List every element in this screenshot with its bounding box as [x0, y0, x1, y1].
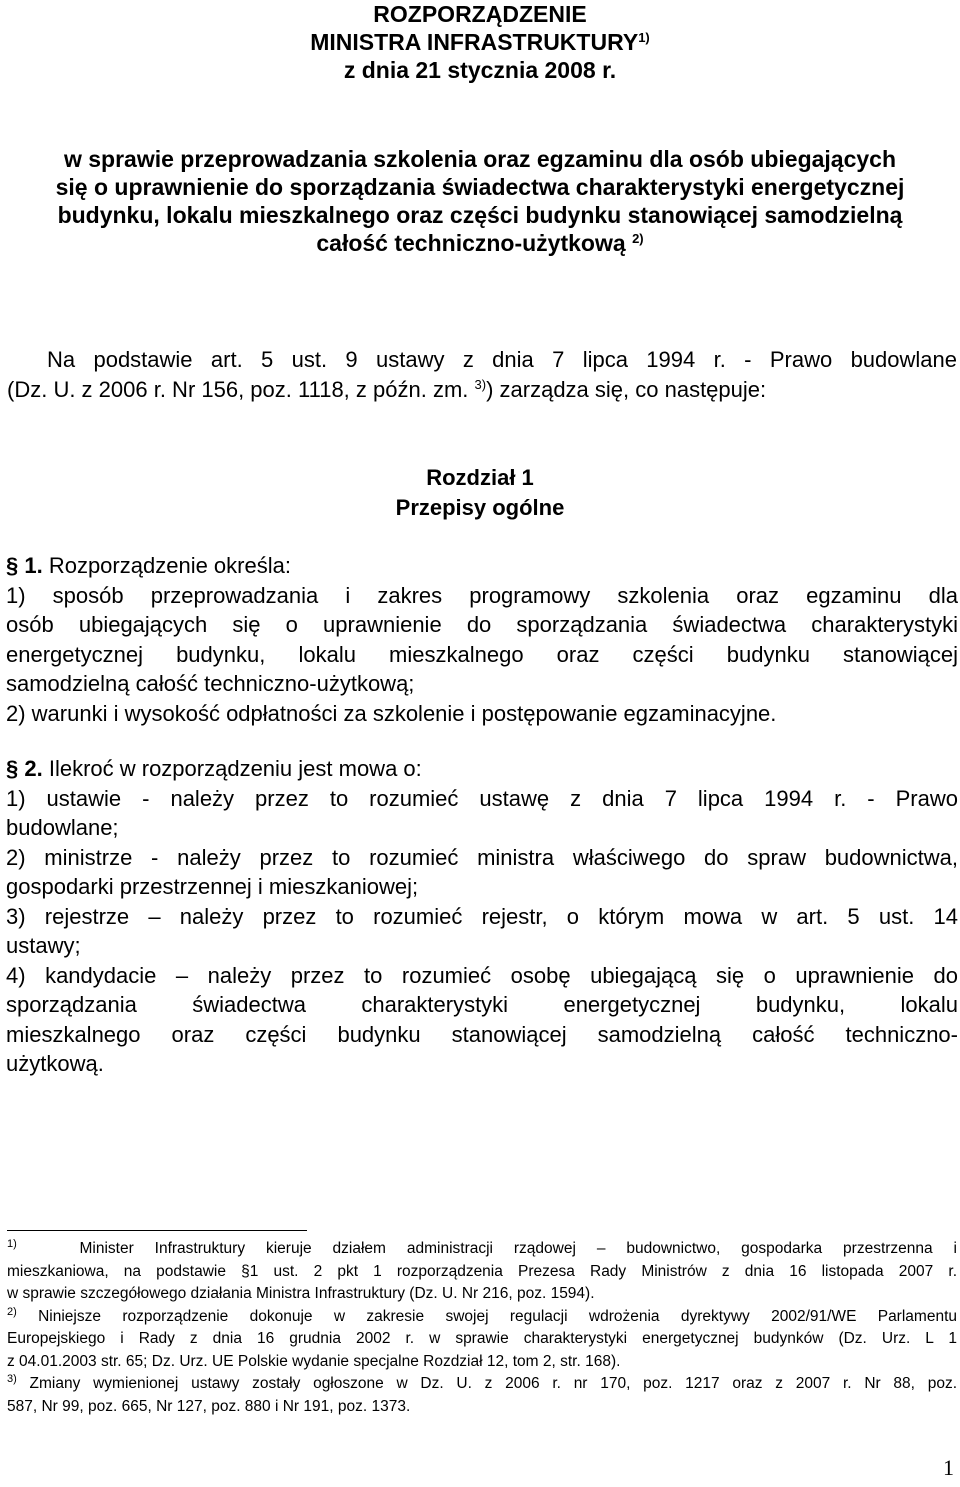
act-type: ROZPORZĄDZENIE [373, 1, 587, 27]
legal-basis: Na podstawie art. 5 ust. 9 ustawy z dnia 7 lipca 1994 r. - Prawo budowlane (Dz. U. z 2006 r. Nr 156, poz. 1118, z późn. zm. $^{3)}$) zarządza się, co następuje: [7, 347, 957, 402]
list-item: 2) ministrze - należy przez to rozumieć ministra właściwego do spraw budownictwa, [6, 844, 958, 870]
issuing-authority: MINISTRA INFRASTRUKTURY$^{1)}$ [310, 29, 650, 55]
list-item: 1) sposób przeprowadzania i zakres programowy szkolenia oraz egzaminu dla [6, 582, 958, 608]
footnote-1: $^{1)}$ Minister Infrastruktury kieruje działem administracji rządowej – budownictwo, gospodarka przestrzenna i [7, 1238, 957, 1257]
footnote-separator [7, 1230, 307, 1231]
list-item: 2) warunki i wysokość odpłatności za szkolenie i postępowanie egzaminacyjne. [6, 700, 777, 726]
act-date: z dnia 21 stycznia 2008 r. [343, 57, 617, 83]
section-2: § 2. Ilekroć w rozporządzeniu jest mowa o: 1) ustawie - należy przez to rozumieć ustawę z dnia 7 lipca 1994 r. - Prawo budowlane; 2) ministrze - należy przez to rozumieć ministra właściwego do spraw budownictwa, gospodarki przestrzennej i mieszkaniowej; 3) rejestrze – należy przez to rozumieć rejestr, o którym mowa w art. 5 ust. 14 ustawy; 4) kandydacie – należy przez to rozumieć osobę ubiegającą się o uprawnienie do sporządzania świadectwa charakterystyki energetycznej budynku, lokalu mieszkalnego oraz części budynku stanowiącej samodzielną całość techniczno- użytkową. [6, 756, 958, 1076]
footnotes: $^{1)}$ Minister Infrastruktury kieruje działem administracji rządowej – budownictwo, gospodarka przestrzenna i mieszkaniowa, na podstawie §1 ust. 2 pkt 1 rozporządzenia Prezesa Rady Ministrów z dnia 16 listopada 2007 r. w sprawie szczegółowego działania Ministra Infrastruktury (Dz. U. Nr 216, poz. 1594). $^{2)}$ Niniejsze rozporządzenie dokonuje w zakresie swojej regulacji wdrożenia dyrektywy 2002/91/WE Parlamentu Europejskiego i Rady z dnia 16 grudnia 2002 r. w sprawie charakterystyki energetycznej budynków (Dz. Urz. L 1 z 04.01.2003 str. 65; Dz. Urz. UE Polskie wydanie specjalne Rozdział 12, tom 2, str. 168). $^{3)}$ Zmiany wymienionej ustawy zostały ogłoszone w Dz. U. z 2006 r. nr 170, poz. 1217 oraz z 2007 r. Nr 88, poz. 587, Nr 99, poz. 665, Nr 127, poz. 880 i Nr 191, poz. 1373. [7, 1238, 957, 1415]
chapter-number: Rozdział 1 [426, 465, 534, 490]
section-mark: § 2. [6, 756, 43, 781]
list-item: 3) rejestrze – należy przez to rozumieć rejestr, o którym mowa w art. 5 ust. 14 [6, 903, 958, 929]
page-number: 1 [943, 1455, 954, 1480]
footnote-ref-1[interactable]: 1) [638, 30, 650, 45]
chapter-heading [0, 463, 960, 523]
footnote-3: $^{3)}$ Zmiany wymienionej ustawy zostały ogłoszone w Dz. U. z 2006 r. nr 170, poz. 1217 oraz z 2007 r. Nr 88, poz. [7, 1373, 957, 1392]
footnote-ref-2[interactable]: 2) [632, 231, 644, 246]
section-1: § 1. Rozporządzenie określa: 1) sposób przeprowadzania i zakres programowy szkolenia oraz egzaminu dla osób ubiegających się o uprawnienie do sporządzania świadectwa charakterystyki energetycznej budynku, lokalu mieszkalnego oraz części budynku stanowiącej samodzielną całość techniczno-użytkową; 2) warunki i wysokość odpłatności za szkolenie i postępowanie egzaminacyjne. [6, 551, 958, 728]
footnote-ref-3[interactable]: 3) [474, 377, 487, 392]
list-item: 1) ustawie - należy przez to rozumieć ustawę z dnia 7 lipca 1994 r. - Prawo [6, 785, 958, 811]
footnote-2: $^{2)}$ Niniejsze rozporządzenie dokonuje w zakresie swojej regulacji wdrożenia dyrektywy 2002/91/WE Parlamentu [7, 1305, 957, 1325]
list-item: 4) kandydacie – należy przez to rozumieć osobę ubiegającą się o uprawnienie do [6, 962, 958, 988]
document-header [0, 0, 960, 84]
chapter-name: Przepisy ogólne [395, 495, 565, 520]
section-mark: § 1. [6, 553, 43, 578]
act-title: w sprawie przeprowadzania szkolenia oraz egzaminu dla osób ubiegających się o uprawnienie do sporządzania świadectwa charakterystyki energetycznej budynku, lokalu mieszkalnego oraz części budynku stanowiącej samodzielną całość techniczno-użytkową $^{2)}$ [55, 146, 905, 256]
